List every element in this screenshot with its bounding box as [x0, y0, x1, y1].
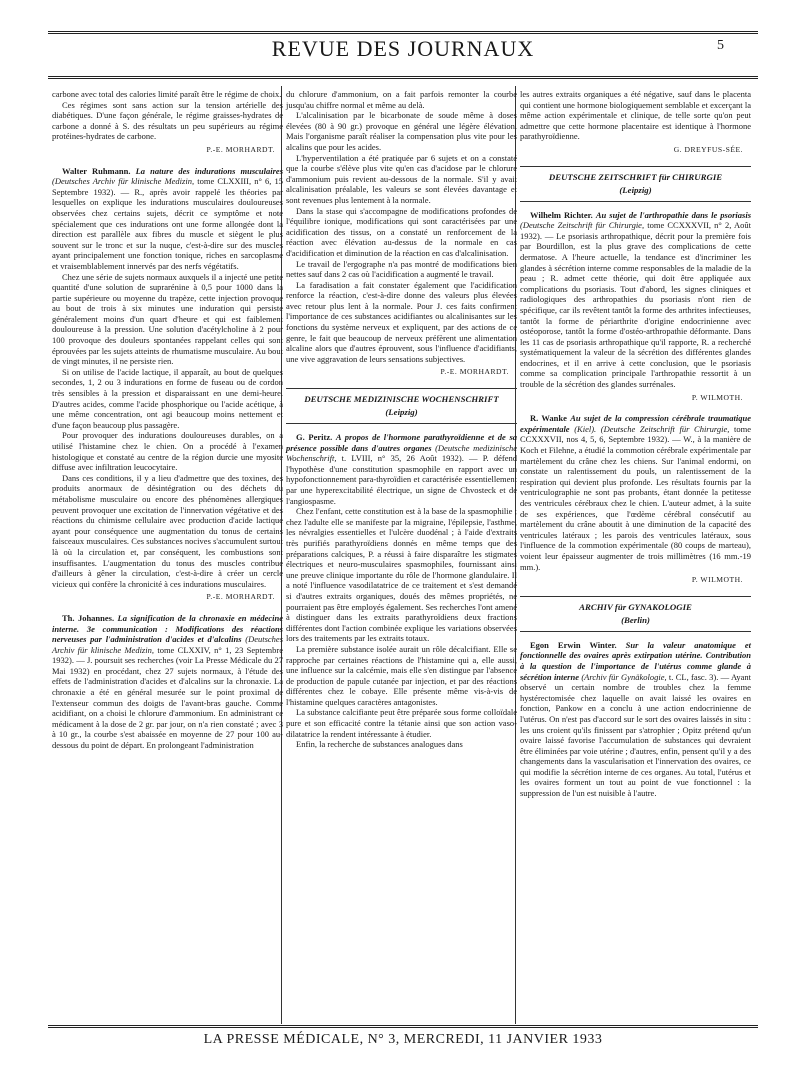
article-abstract: [520, 413, 751, 572]
section-city: (Berlin): [621, 614, 650, 625]
section-journal-name: DEUTSCHE ZEITSCHRIFT für CHIRURGIE: [548, 171, 723, 182]
article-author: Egon Erwin Winter.: [530, 639, 617, 650]
article-author: Walter Ruhmann.: [62, 165, 131, 176]
article-citation: (Deutsches Archiv für klinische Medizin,: [52, 176, 195, 187]
article-title: Au sujet de la compression cérébrale traumatique expérimentale: [520, 413, 752, 434]
header-rule: [48, 76, 758, 79]
paragraph: les autres extraits organiques a été négative, sauf dans le placenta qui contient une hormone biologiquement semblable et excerçant la même action expérimentale et clinique, de telle sorte qu'on peut admettre que cette hormone placentaire est identique à l'hormone parathyroïdienne.: [520, 89, 751, 142]
paragraph: carbone avec total des calories limité paraît être le régime de choix.: [52, 89, 282, 99]
article-abstract: [520, 640, 751, 799]
paragraph: L'hyperventilation a été pratiquée par 6 sujets et on a constaté que la courbe s'élève plus vite qu'en cas d'acidose par le chlorure d'ammonium puis revient au-dessous de la normale. S'il y avait alcalinisation préalable, les valeurs se sont élevées davantage et sont revenues plus lentement à la normale.: [286, 152, 517, 205]
section-city: (Leipzig): [619, 184, 652, 195]
article-author: Th. Johannes.: [62, 612, 115, 623]
article-body: t. CL, fasc. 3). — Ayant observé un certain nombre de troubles chez la femme hystérectomisée chez laquelle on avait laissé les ovaires en fonction, Pankow en a conclu à une action endocrinienne de l'utérus. On n'est pas d'accord sur le sort des ovaires laissés in situ : les uns croient qu'ils finissent par s'atrophier ; Opitz prétend qu'un ovaire laissé favorise l'accumulation de substances qui devraient être éliminées par voie utérine ; d'autres, enfin, pensent qu'il y a des changements dans la vascularisation et l'innervation des ovaires, ce qui modifie la sécrétion interne de ces organes. Au total, l'utérus et les ovaires forment un tout au point de vue fonctionnel : la suppression de l'un est nuisible à l'autre.: [520, 671, 752, 799]
article-body: tome CCXXXVII, n° 2, Août 1932). — Le psoriasis arthropathique, décrit pour la première fois par Bourdillon, est la plus grave des complications de cette dermatose. A l'heure actuelle, la tendance est d'incriminer les glandes à sécrétion interne comme responsables de la maladie de la peau ; R. admet cette théorie, qui doit être appliquée aux complications du psoriasis. Tout d'abord, les signes cliniques et radiologiques des arthropathies du psoriasis n'ont rien de spécifique, car ils revêtent tantôt la forme des arthrites infectieuses, tantôt la forme de périarthrite d'origine endocrinienne avec ostéoporose, tantôt la forme d'ostéo-arthropathie déformante. Dans les 11 cas de psoriasis arthropathique qu'il rapporte, R. a recherché systématiquement la valeur de la sécrétion des différentes glandes endocrines, et il en arrive à cette conclusion, que le psoriasis comme sa complication principale l'arthropathie ressortit à un trouble de la sécrétion des glandes surrénales.: [520, 220, 751, 390]
article-citation: (Deutsche Zeitschrift für Chirurgie,: [520, 220, 645, 231]
article-citation: (Deutsches Archiv für klinische Medizin,: [52, 634, 283, 655]
journal-title: REVUE DES JOURNAUX: [271, 36, 535, 61]
paragraph: Ces régimes sont sans action sur la tension artérielle des diabétiques. D'une façon générale, le régime graisses-hydrates de carbone a donné à S. des résultats un peu supérieurs au régime protéines-hydrates de carbone.: [52, 99, 283, 142]
article-body: t. LVIII, n° 35, 26 Août 1932). — P. défend l'hypothèse d'une constitution spasmophile en rapport avec un hypofonctionnement para-thyroïdien et caractérisée essentiellement par une hyperexcitabilité électrique, un signe de Chvosteck et de l'angiospasme.: [286, 453, 518, 506]
column-1: [52, 89, 283, 751]
author-signature: G. DREYFUS-SÉE.: [673, 144, 743, 154]
journal-section-heading: [520, 166, 751, 202]
article-title: La signification de la chronaxie en médecine interne. 3e communication : Modifications des réactions nerveuses par l'administration d'acides et d'alcalins: [52, 612, 283, 645]
footer-rule: [48, 1025, 758, 1028]
paragraph: Enfin, la recherche de substances analogues dans: [296, 739, 463, 750]
paragraph: Le travail de l'ergographe n'a pas montré de modifications bien nettes sauf dans 2 cas où l'acidification a augmenté le travail.: [286, 258, 517, 280]
paragraph: La faradisation a fait constater également que l'acidification renforce la réaction, c'est-à-dire donne des valeurs plus élevées avec retour plus lent à la normale. Pour J. ces faits confirment l'importance de ces substances acidifiantes ou alcalinisantes sur les fonctions du système nerveux et expliquent, par des actions de ce genre, le fait que beaucoup de nerveux préfèrent une alimentation alcaline alors que d'autres éprouvent, sous l'influence d'acidifiants, une vive aggravation de leurs sensations subjectives.: [286, 279, 517, 364]
author-signature: P. WILMOTH.: [691, 392, 743, 402]
paragraph: Dans la stase qui s'accompagne de modifications profondes de l'équilibre ionique, modifications qui sont caractérisées par une acidification des tissus, on a constaté un renforcement de la réaction avec élévation au-dessus de la normale en cas d'acidification et diminution de la réaction en cas d'alcalinisation.: [286, 205, 517, 258]
section-journal-name: ARCHIV für GYNAKOLOGIE: [579, 601, 692, 612]
article-title: Sur la valeur anatomique et fonctionnelle des ovaires après extirpation utérine. Contribution à la question de l'importance de l'utérus comme glande à sécrétion interne: [520, 639, 752, 682]
article-author: R. Wanke: [530, 413, 567, 424]
paragraph: Chez l'enfant, cette constitution est à la base de la spasmophilie ; chez l'adulte elle se manifeste par la migraine, l'épilepsie, l'asthme, les névralgies essentielles et l'ulcère duodénal ; à l'aide d'extraits très purifiés parathyroïdiens donnés en même temps que des préparations calciques, P. a réussi à faire disparaître les stigmates électriques et neuro-musculaires spasmophiles, fournissant ainsi une preuve clinique importante du rôle de l'hormone glandulaire. Il a noté l'influence vasodilatatrice de ce traitement et s'est demandé si d'autres extraits organiques, doués des mêmes propriétés, ne pourraient pas être employés également. Ses recherches l'ont amené à distinguer dans les extraits parathyroïdiens deux fractions différentes dont l'action combinée explique les variations observées lors des traitements par les extraits totaux.: [286, 506, 517, 644]
top-rule: [48, 31, 758, 34]
paragraph: du chlorure d'ammonium, on a fait parfois remonter la courbe jusqu'au chiffre normal et même au delà.: [286, 89, 517, 110]
author-signature: P. WILMOTH.: [691, 575, 743, 585]
article-author: Wilhelm Richter.: [530, 209, 593, 220]
author-signature: P.-E. MORHARDT.: [206, 592, 275, 602]
masthead: [48, 36, 758, 66]
author-signature: P.-E. MORHARDT.: [440, 367, 509, 377]
page-number: 5: [717, 38, 724, 53]
article-citation: (Kiel). (Deutsche Zeitschrift für Chirurgie,: [574, 423, 730, 434]
author-signature: P.-E. MORHARDT.: [206, 144, 275, 154]
article-body: tome CLXXIII, n° 6, 15 Septembre 1932). — R., après avoir rappelé les théories par lesquelles on explique les indurations musculaires douloureuses observées chez certains sujets, décrit ce symptôme et note spécialement que ces indurations ont une forme allongée dont la direction est parallèle aux fibres du muscle et siègent le plus souvent sur le tronc et sur la nuque, c'est-à-dire sur des muscles ayant principalement une fonction tonique, riches en sarcoplasme et vraisemblablement innervés par des nerfs végétatifs.: [52, 176, 283, 271]
paragraph: Pour provoquer des indurations douloureuses durables, on a utilisé l'histamine chez le chien. On a procédé à l'examen histologique et constaté au centre de la région durcie une myosite diffuse avec infiltration leucocytaire.: [52, 430, 283, 473]
paragraph: Si on utilise de l'acide lactique, il apparaît, au bout de quelques secondes, 1, 2 ou 3 indurations en forme de fuseau ou de cordon très sensibles à la pression et disparaissant en une demi-heure. D'autres acides, comme l'acide phosphorique ou l'acide acétique, à une même concentration, ont agi beaucoup moins nettement et d'une façon beaucoup plus passagère.: [52, 366, 283, 430]
article-title: La nature des indurations musculaires: [135, 165, 283, 176]
article-body: tome CCXXXVII, nos 4, 5, 6, Septembre 1932). — W., à la manière de Koch et Filehne, a étudié la commotion cérébrale expérimentale par martèlement du crâne chez les chiens. Sur l'animal endormi, on constate un ralentissement du pouls, un ralentissement de la respiration qui devient plus profonde. Les résultats fournis par la ventriculographie ne sont pas probants, étant donnée la petitesse des ventricules cérébraux chez le chien. L'auteur admet, à la suite de ses expériences, que l'œdème cérébral consécutif au martèlement du crâne aboutit à une diminution de la capacité des ventricules latéraux ; les parois des ventricules latéraux, sous l'influence de la commotion expérimentale (80 coups de marteau), voient leur épaisseur augmenter de trois millimètres (16 mm.-19 mm.).: [520, 423, 752, 572]
column-2: [286, 89, 517, 750]
journal-section-heading: [286, 388, 517, 424]
section-city: (Leipzig): [385, 407, 418, 418]
article-title: Au sujet de l'arthropathie dans le psoriasis: [595, 209, 752, 220]
paragraph: Chez une série de sujets normaux auxquels il a injecté une petite quantité d'une solution de suprarénine à 0,5 pour 1000 dans la partie supérieure ou moyenne du trapèze, cette injection provoque au bout de trois à six minutes une induration qui persiste généralement moins d'un quart d'heure et qui est faiblement douloureuse à la pression. Une solution d'acétylcholine à 2 pour 100 provoque des douleurs spontanées rappelant celles qui sont éprouvées par les sujets atteints de rhumatisme musculaire. Au bout de vingt minutes, il ne persiste rien.: [52, 271, 283, 367]
paragraph: Dans ces conditions, il y a lieu d'admettre que des toxines, des produits anormaux de désintégration ou des déchets du métabolisme musculaire ou encore des phénomènes allergiques peuvent provoquer une excitation de l'innervation végétative et des réactions du chimisme cellulaire avec production d'acide lactique ayant pour conséquence une augmentation du tonus de certains faisceaux musculaires. Ces substances nocives s'accumulent surtout là où la circulation et, par conséquent, les combustions sont insuffisantes. L'augmentation du tonus des muscles contribue d'ailleurs à gêner la circulation, c'est-à-dire à créer un cercle vicieux qui confère la chronicité à ces indurations musculaires.: [52, 472, 283, 589]
article-abstract: [520, 210, 751, 390]
section-journal-name: DEUTSCHE MEDIZINISCHE WOCHENSCHRIFT: [304, 394, 499, 405]
article-body: tome CLXXIV, n° 1, 23 Septembre 1932). — J. poursuit ses recherches (voir La Presse Médicale du 27 Mai 1932) en procédant, chez 27 sujets normaux, à l'étude des effets de l'administration d'acides et d'alcalins sur la chronaxie. La chronaxie a été en général mesurée sur le point proximal de l'extenseur commun des doigts de l'avant-bras gauche. Comme acidifiant, on a choisi le chlorure d'ammonium. En administrant ce médicament à la dose de 2 gr. par jour, on n'a rien constaté ; avec 3 à 10 gr., la courbe s'est abaissée en moyenne de 27 pour 100 au-dessous du point de départ. En prolongeant l'administration: [52, 644, 284, 751]
article-citation: (Deutsche medizinische Wochenschrift,: [286, 442, 517, 464]
article-author: G. Peritz.: [296, 432, 333, 443]
paragraph: La première substance isolée aurait un rôle décalcifiant. Elle se rapproche par certaines réactions de l'histamine qui a, elle aussi, une influence sur la calcémie, mais elle s'en distingue par l'absence de production de papule cutanée par injection, et par des réactions différentes chez le cobaye. Elle présente même vis-à-vis de l'histamine quelques caractères antagonistes.: [286, 643, 517, 707]
column-3: [520, 89, 751, 799]
paragraph: La substance calcifiante peut être préparée sous forme colloïdale pure et son efficacité contre la tétanie ainsi que son action vaso-dilatatrice la rendent intéressante à étudier.: [286, 707, 517, 739]
paragraph: L'alcalinisation par le bicarbonate de soude même à doses élevées (80 à 90 gr.) provoque en général une légère élévation. Mais l'organisme paraît réaliser la compensation plus vite pour les alcalins que pour les acides.: [286, 110, 517, 152]
journal-section-heading: [520, 596, 751, 632]
article-title: A propos de l'hormone parathyroïdienne et de sa présence possible dans d'autres organes: [286, 432, 517, 453]
article-abstract: [52, 166, 283, 272]
article-abstract: [286, 432, 517, 506]
page-footer: LA PRESSE MÉDICALE, N° 3, MERCREDI, 11 JANVIER 1933: [203, 1032, 603, 1047]
article-citation: (Archiv für Gynäkologie,: [581, 671, 667, 682]
article-abstract: [52, 613, 283, 751]
